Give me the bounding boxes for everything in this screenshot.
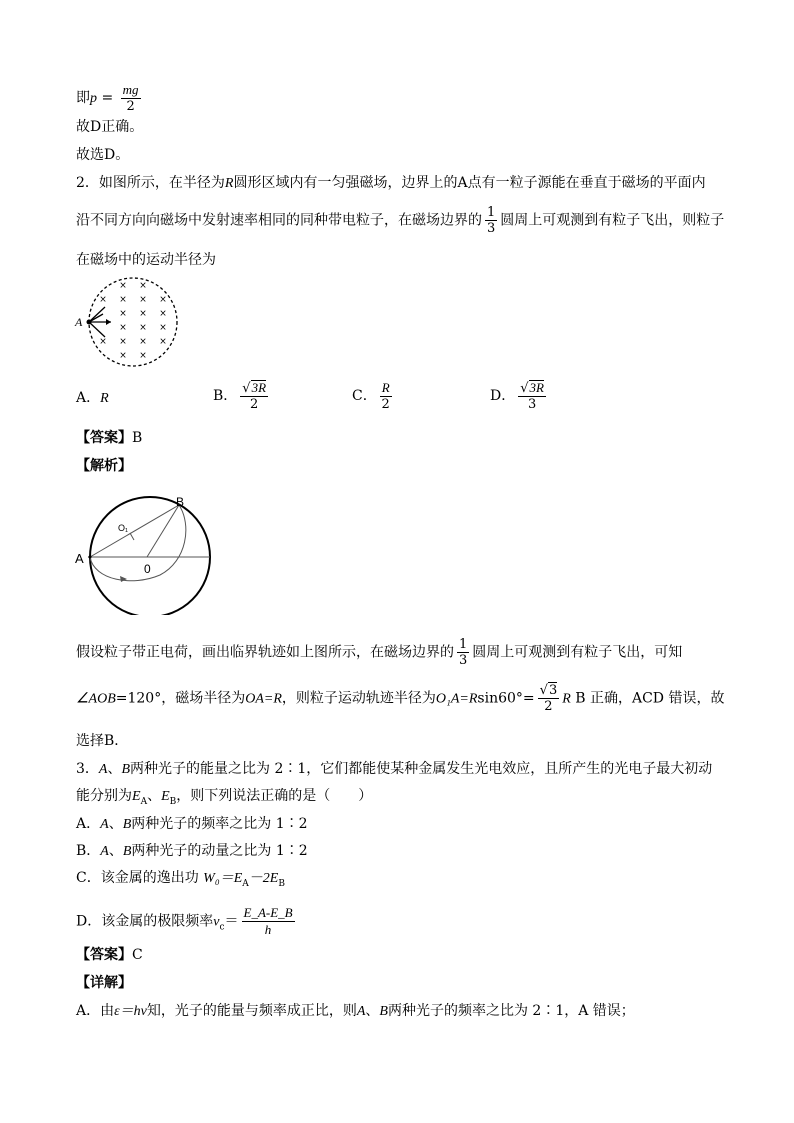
field-cross-marker: × xyxy=(119,337,127,347)
point-a xyxy=(89,556,92,559)
p-equation: 即p = $\frac{mg}{2}$ xyxy=(76,82,139,114)
q2-option-c[interactable]: C． $\frac{R}{2}$ xyxy=(352,380,390,412)
q2-analysis-label: 【解析】 xyxy=(76,458,132,474)
field-cross-marker: × xyxy=(159,323,167,333)
q3-option-a[interactable]: A．A、B两种光子的频率之比为 1∶2 xyxy=(76,816,308,832)
d-correct-line: 故D正确。 xyxy=(76,119,144,135)
chord-ab xyxy=(90,505,179,557)
field-cross-marker: × xyxy=(139,281,147,291)
q2-line-3: 在磁场中的运动半径为 xyxy=(76,252,216,268)
q3-option-d[interactable]: D．该金属的极限频率$\nu_c=$ $\frac{E\_A-E\_B}{h}$ xyxy=(76,905,293,937)
figure2-label-o1: O₁ xyxy=(118,523,129,533)
q3-option-c[interactable]: C．该金属的逸出功 $W_0=E_A-2E_B$ xyxy=(76,870,285,889)
field-cross-marker: × xyxy=(159,309,167,319)
q3-line-1: 3．A、B两种光子的能量之比为 2∶1，它们都能使某种金属发生光电效应，且所产生的光电子最大初动 xyxy=(76,761,713,777)
figure2-label-o: 0 xyxy=(144,562,151,576)
choose-d-line: 故选D。 xyxy=(76,147,130,163)
field-cross-marker: × xyxy=(119,295,127,305)
field-cross-marker: × xyxy=(139,323,147,333)
figure2-label-a: A xyxy=(75,551,84,566)
field-cross-marker: × xyxy=(139,351,147,361)
field-cross-marker: × xyxy=(159,337,167,347)
q3-answer: 【答案】C xyxy=(76,947,143,963)
q2-option-b[interactable]: B． $\frac{√3R}{2}$ xyxy=(213,380,267,412)
field-cross-marker: × xyxy=(119,281,127,291)
q2-explanation-1: 假设粒子带正电荷，画出临界轨迹如上图所示，在磁场边界的 $\frac{1}{3}$ 圆周上可观测到有粒子飞出，可知 xyxy=(76,637,683,668)
q2-explanation-2: ∠AOB=120°，磁场半径为OA=R，则粒子运动轨迹半径为O₁A=Rsin60°= $\frac{√3}{2}$ R B 正确，ACD 错误，故 xyxy=(76,683,725,714)
q2-option-d[interactable]: D． $\frac{√3R}{3}$ xyxy=(490,380,544,412)
field-cross-marker: × xyxy=(139,337,147,347)
field-cross-marker: × xyxy=(159,295,167,305)
field-cross-marker: × xyxy=(119,309,127,319)
arrowhead-right xyxy=(106,319,111,325)
q2-option-a[interactable]: A．R xyxy=(76,390,109,406)
q2-line-1: 2．如图所示，在半径为R圆形区域内有一匀强磁场，边界上的A点有一粒子源能在垂直于磁场的平面内 xyxy=(76,175,706,191)
trajectory-figure xyxy=(72,495,217,615)
magnetic-field-figure xyxy=(70,275,185,370)
q3-detail-label: 【详解】 xyxy=(76,975,132,991)
figure1-label-a: A xyxy=(75,315,83,329)
q2-line-2: 沿不同方向向磁场中发射速率相同的同种带电粒子，在磁场边界的 $\frac{1}{3}$ 圆周上可观测到有粒子飞出，则粒子 xyxy=(76,205,725,236)
field-cross-marker: × xyxy=(99,337,107,347)
field-cross-marker: × xyxy=(99,295,107,305)
q3-option-b[interactable]: B．A、B两种光子的动量之比为 1∶2 xyxy=(76,843,308,859)
o1-perpendicular xyxy=(130,533,134,540)
q3-explanation-1: A．由ε＝hν知，光子的能量与频率成正比，则A、B两种光子的频率之比为 2∶1，A 错误； xyxy=(76,1003,635,1019)
q3-line-2: 能分别为$E_A$、$E_B$，则下列说法正确的是（ ） xyxy=(76,788,373,807)
figure2-label-b: B xyxy=(176,495,185,509)
q2-fraction: $\frac{1}{3}$ xyxy=(487,205,496,236)
field-crosses xyxy=(99,281,167,361)
field-cross-marker: × xyxy=(119,351,127,361)
field-cross-marker: × xyxy=(119,323,127,333)
radius-ob xyxy=(147,505,179,557)
arrow-down xyxy=(89,322,105,337)
boundary-circle xyxy=(90,497,210,615)
p-fraction: $\frac{mg}{2}$ xyxy=(122,82,139,114)
field-cross-marker: × xyxy=(139,295,147,305)
q2-answer: 【答案】B xyxy=(76,430,143,446)
field-cross-marker: × xyxy=(139,309,147,319)
q2-explanation-3: 选择B． xyxy=(76,733,129,749)
